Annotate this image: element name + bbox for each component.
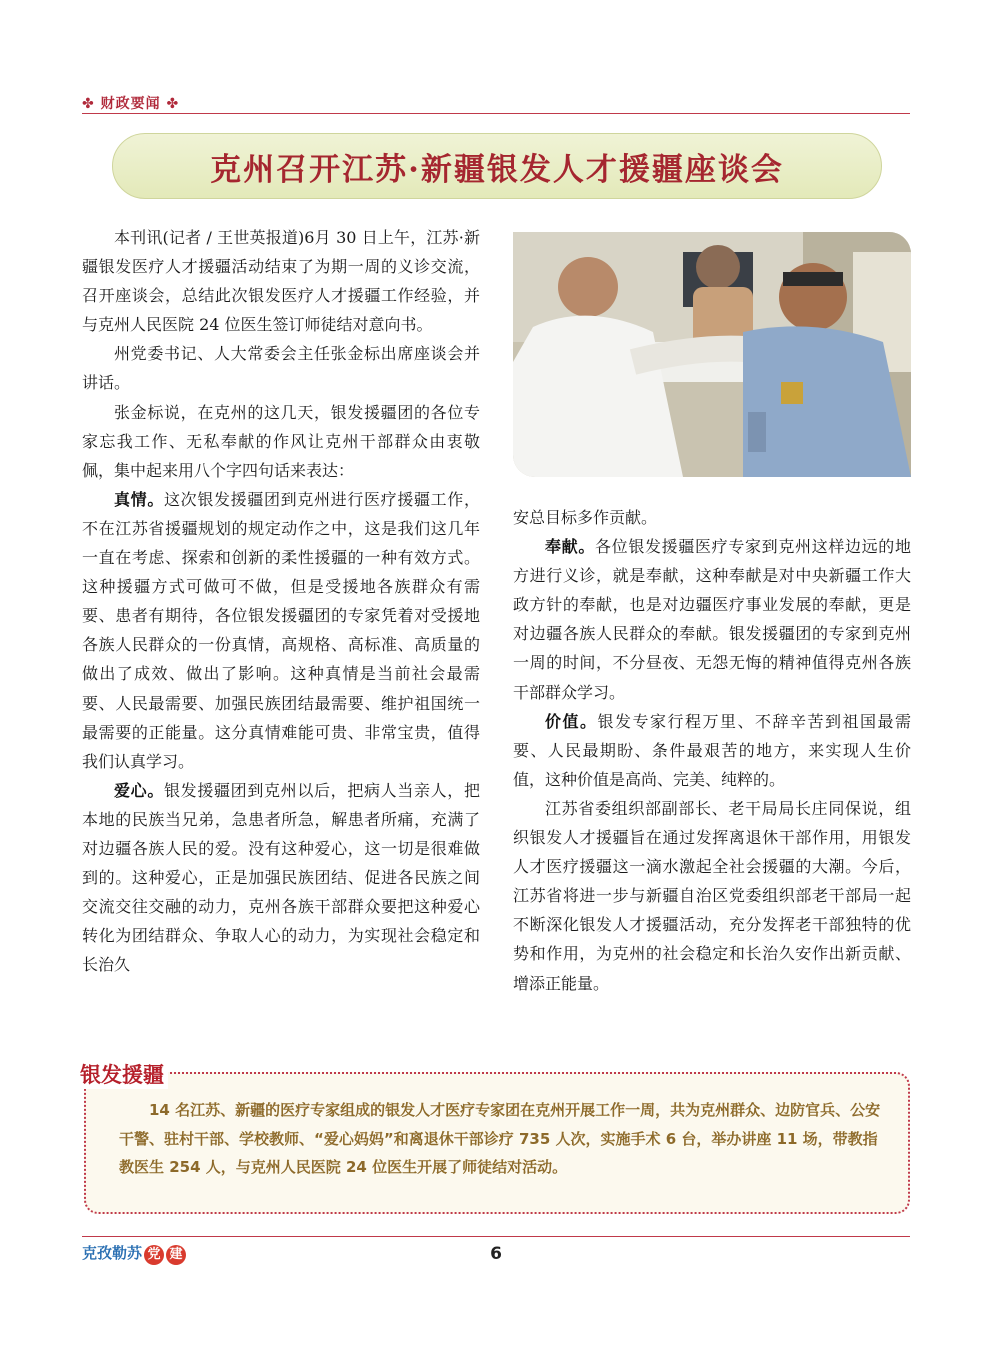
paragraph-intro: 本刊讯(记者 / 王世英报道)6月 30 日上午，江苏·新疆银发医疗人才援疆活动结束了为期一周的义诊交流，召开座谈会，总结此次银发医疗人才援疆工作经验，并与克州人民医院 24 位医生签订师徒结对意向书。 (82, 228, 480, 335)
info-box-heading: 银发援疆 (80, 1059, 168, 1089)
paragraph-value-text: 银发专家行程万里、不辞辛苦到祖国最需要、人民最期盼、条件最艰苦的地方，来实现人生价值，这种价值是高尚、完美、纯粹的。 (513, 711, 911, 789)
keyword-sincerity: 真情。 (114, 489, 164, 509)
title-banner (112, 133, 882, 199)
footer-brand (82, 1242, 186, 1265)
photo-doctor-examining-patient (513, 232, 911, 477)
footer-brand-main: 克孜勒苏 (82, 1244, 143, 1262)
footer-rule (82, 1236, 910, 1237)
section-tag: ✤ 财政要闻 ✤ (82, 96, 180, 112)
paragraph-value (513, 707, 911, 794)
paragraph-speech: 张金标说，在克州的这几天，银发援疆团的各位专家忘我工作、无私奉献的作风让克州干部群众由衷敬佩，集中起来用八个字四句话来表达： (82, 402, 480, 480)
paragraph-jiangsu: 江苏省委组织部副部长、老干局局长庄同保说，组织银发人才援疆旨在通过发挥离退休干部作用，用银发人才医疗援疆这一滴水激起全社会援疆的大潮。今后，江苏省将进一步与新疆自治区党委组织部老干部局一起不断深化银发人才援疆活动，充分发挥老干部独特的优势和作用，为克州的社会稳定和长治久安作出新贡献、增添正能量。 (513, 798, 911, 993)
left-column (82, 223, 480, 979)
footer-brand-hl1: 党 (144, 1245, 164, 1265)
paragraph-dedication (513, 532, 911, 707)
paragraph-attendee: 州党委书记、人大常委会主任张金标出席座谈会并讲话。 (82, 344, 480, 393)
article-photo (513, 232, 911, 477)
right-column (513, 503, 911, 998)
header-rule (82, 113, 910, 114)
footer-brand-hl2: 建 (166, 1245, 186, 1265)
paragraph-dedication-text: 各位银发援疆医疗专家到克州这样边远的地方进行义诊，就是奉献，这种奉献是对中央新疆工作大政方针的奉献，也是对边疆医疗事业发展的奉献，更是对边疆各族人民群众的奉献。银发援疆团的专家到克州一周的时间，不分昼夜、无怨无悔的精神值得克州各族干部群众学习。 (513, 537, 911, 702)
page-number: 6 (490, 1244, 502, 1264)
paragraph-love (82, 776, 480, 980)
keyword-value: 价值。 (545, 711, 598, 731)
info-box-text: 14 名江苏、新疆的医疗专家组成的银发人才医疗专家团在克州开展工作一周，共为克州群众、边防官兵、公安干警、驻村干部、学校教师、“爱心妈妈”和离退休干部诊疗 735 人次，实施手术 6 台，举办讲座 11 场，带教指教医生 254 人，与克州人民医院 24 位医生开展了师徒结对活动。 (119, 1101, 881, 1176)
paragraph-continued: 安总目标多作贡献。 (513, 508, 658, 527)
article-title: 克州召开江苏·新疆银发人才援疆座谈会 (210, 151, 784, 188)
paragraph-sincerity (82, 485, 480, 776)
keyword-dedication: 奉献。 (545, 537, 595, 557)
keyword-love: 爱心。 (114, 780, 164, 800)
paragraph-sincerity-text: 这次银发援疆团到克州进行医疗援疆工作，不在江苏省援疆规划的规定动作之中，这是我们这几年一直在考虑、探索和创新的柔性援疆的一种有效方式。这种援疆方式可做可不做，但是受援地各族群众有需要、患者有期待，各位银发援疆团的专家凭着对受援地各族人民群众的一份真情，高规格、高标准、高质量的做出了成效、做出了影响。这种真情是当前社会最需要、人民最需要、加强民族团结最需要、维护祖国统一最需要的正能量。这分真情难能可贵、非常宝贵，值得我们认真学习。 (82, 489, 480, 771)
paragraph-love-text: 银发援疆团到克州以后，把病人当亲人，把本地的民族当兄弟，急患者所急，解患者所痛，充满了对边疆各族人民的爱。没有这种爱心，这一切是很难做到的。这种爱心，正是加强民族团结、促进各民族之间交流交往交融的动力，克州各族干部群众要把这种爱心转化为团结群众、争取人心的动力，为实现社会稳定和长治久 (82, 780, 480, 975)
